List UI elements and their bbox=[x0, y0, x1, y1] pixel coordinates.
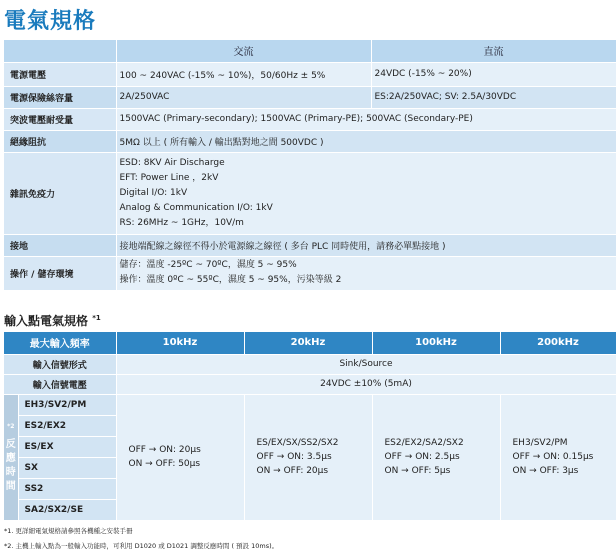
table-row bbox=[4, 62, 616, 86]
footnote: *1. 更詳細電氣規格請參照各機種之安裝手冊 bbox=[4, 527, 133, 535]
table-row bbox=[4, 354, 616, 374]
row-label: 輸入信號電壓 bbox=[4, 374, 116, 394]
text-line: 儲存：溫度 -25ºC ~ 70ºC，濕度 5 ~ 95% bbox=[119, 260, 297, 270]
row-value: 接地端配線之線徑不得小於電源線之線徑 ( 多台 PLC 同時使用，請務必單點接地 ) bbox=[116, 234, 616, 256]
text-line: RS: 26MHz ~ 1GHz，10V/m bbox=[119, 217, 244, 228]
row-label: 操作 / 儲存環境 bbox=[4, 256, 116, 290]
row-label: 接地 bbox=[4, 234, 116, 256]
table-row bbox=[4, 394, 616, 415]
input-spec-table bbox=[4, 332, 616, 521]
response-cell: EH3/SV2/PM OFF → ON: 0.15μs ON → OFF: 3μs bbox=[500, 394, 616, 520]
row-label: 突波電壓耐受量 bbox=[4, 108, 116, 130]
table-header-row bbox=[4, 332, 616, 354]
row-label: 電源電壓 bbox=[4, 62, 116, 86]
text-line: EFT: Power Line ，2kV bbox=[119, 172, 219, 183]
table-row bbox=[4, 130, 616, 152]
model-label: SX bbox=[18, 457, 116, 478]
freq-header: 10kHz bbox=[116, 332, 244, 354]
text-line: Analog & Communication I/O: 1kV bbox=[119, 202, 273, 213]
row-label: 輸入信號形式 bbox=[4, 354, 116, 374]
model-label: EH3/SV2/PM bbox=[18, 394, 116, 415]
response-cell: OFF → ON: 20μs ON → OFF: 50μs bbox=[116, 394, 244, 520]
row-value-dc: ES:2A/250VAC; SV: 2.5A/30VDC bbox=[371, 86, 616, 108]
model-label: ES/EX bbox=[18, 436, 116, 457]
electrical-spec-table bbox=[4, 40, 616, 291]
text-line: Digital I/O: 1kV bbox=[119, 187, 188, 198]
row-value-ac: 2A/250VAC bbox=[116, 86, 371, 108]
freq-label: 最大輸入頻率 bbox=[4, 332, 116, 354]
response-cell: ES/EX/SX/SS2/SX2 OFF → ON: 3.5μs ON → OFF: 20μs bbox=[244, 394, 372, 520]
footnote-ref: *1 bbox=[92, 314, 101, 322]
text-line: 操作：溫度 0ºC ~ 55ºC，濕度 5 ~ 95%，污染等級 2 bbox=[119, 275, 342, 285]
row-value-ac: 100 ~ 240VAC (-15% ~ 10%)，50/60Hz ± 5% bbox=[116, 62, 371, 86]
table-header-row bbox=[4, 40, 616, 62]
freq-header: 20kHz bbox=[244, 332, 372, 354]
freq-header: 100kHz bbox=[372, 332, 500, 354]
row-value: 5MΩ 以上 ( 所有輸入 / 輸出點對地之間 500VDC ) bbox=[116, 130, 616, 152]
text-line: ESD: 8KV Air Discharge bbox=[119, 157, 225, 168]
row-label: 電源保險絲容量 bbox=[4, 86, 116, 108]
section-title: 輸入點電氣規格 $^{*1}$ bbox=[4, 314, 101, 328]
page-title: 電氣規格 bbox=[4, 9, 97, 34]
response-time-side-label: $^{*2}$ 反 應 時 間 bbox=[4, 394, 18, 520]
row-value-dc: 24VDC (-15% ~ 20%) bbox=[371, 62, 616, 86]
model-label: SS2 bbox=[18, 478, 116, 499]
row-value: Sink/Source bbox=[116, 354, 616, 374]
freq-header: 200kHz bbox=[500, 332, 616, 354]
footnotes bbox=[4, 524, 278, 554]
header-ac: 交流 bbox=[116, 40, 371, 62]
table-row bbox=[4, 86, 616, 108]
model-label: ES2/EX2 bbox=[18, 415, 116, 436]
table-row bbox=[4, 152, 616, 234]
table-row bbox=[4, 234, 616, 256]
footnote: *2. 主機上輸入點為一般輸入功能時，可利用 D1020 或 D1021 調整反應時間 ( 預設 10ms)。 bbox=[4, 542, 279, 550]
row-value: 1500VAC (Primary-secondary); 1500VAC (Primary-PE); 500VAC (Secondary-PE) bbox=[116, 108, 616, 130]
model-label: SA2/SX2/SE bbox=[18, 499, 116, 520]
table-row bbox=[4, 108, 616, 130]
row-value-multiline bbox=[116, 152, 616, 234]
response-cell: ES2/EX2/SA2/SX2 OFF → ON: 2.5μs ON → OFF: 5μs bbox=[372, 394, 500, 520]
table-row bbox=[4, 374, 616, 394]
table-row bbox=[4, 256, 616, 290]
row-label: 絕緣阻抗 bbox=[4, 130, 116, 152]
row-label: 雜訊免疫力 bbox=[4, 152, 116, 234]
row-value-multiline bbox=[116, 256, 616, 290]
row-value: 24VDC ±10% (5mA) bbox=[116, 374, 616, 394]
header-dc: 直流 bbox=[371, 40, 616, 62]
